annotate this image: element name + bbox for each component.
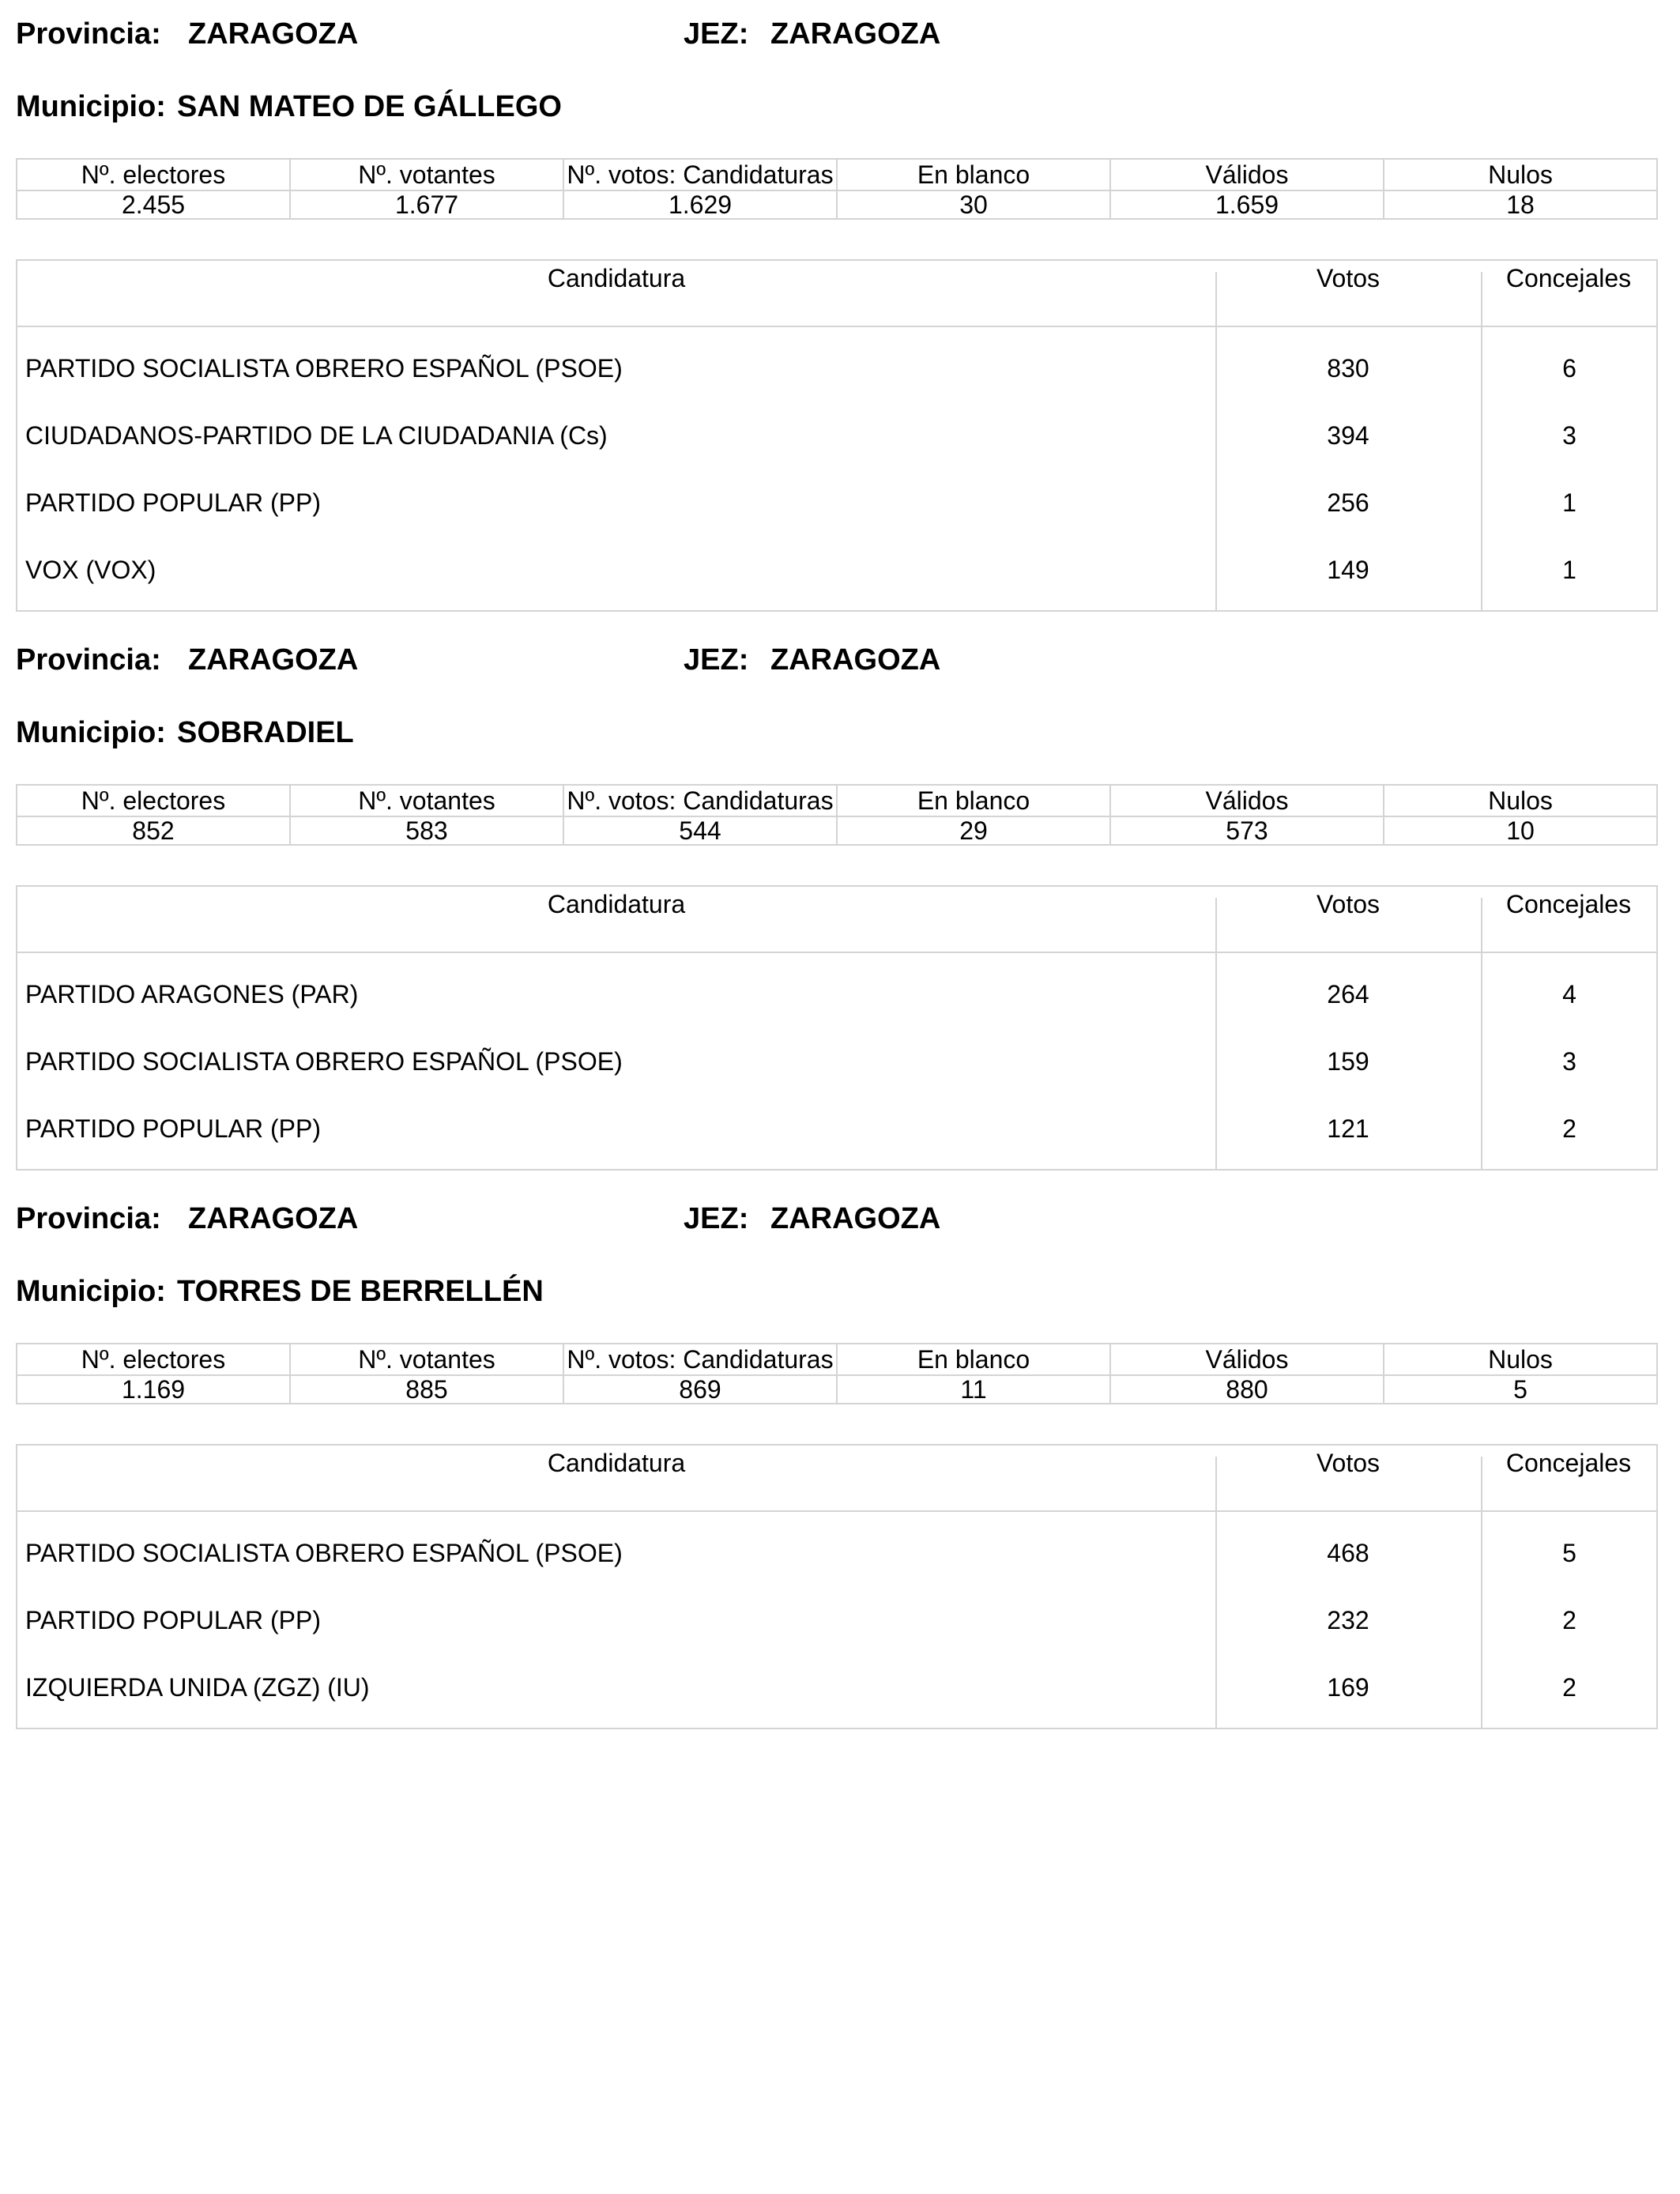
jez-value: ZARAGOZA [770,1202,941,1235]
votos-header: Votos [1316,1449,1381,1477]
candidatura-header: Candidatura [547,890,686,918]
table-row [17,402,1656,469]
candidatura-name: IZQUIERDA UNIDA (ZGZ) (IU) [25,1673,370,1702]
stats-table [16,158,1658,220]
stats-value: 1.659 [1110,190,1384,219]
concejales-value: 1 [1562,488,1576,517]
municipio-label: Municipio: [16,90,166,123]
votos-value: 394 [1327,421,1369,450]
results-header [17,887,1656,953]
table-row [17,1520,1656,1587]
concejales-value: 2 [1562,1114,1576,1143]
votos-value: 149 [1327,556,1369,584]
candidatura-name: CIUDADANOS-PARTIDO DE LA CIUDADANIA (Cs) [25,421,608,450]
table-row [17,1028,1656,1095]
stats-header: Válidos [1110,1344,1384,1375]
stats-header: Nº. electores [17,785,290,816]
stats-value: 885 [290,1375,563,1404]
candidatura-name: PARTIDO POPULAR (PP) [25,488,321,517]
stats-header: En blanco [837,785,1110,816]
candidatura-name: VOX (VOX) [25,556,156,584]
stats-header: Nulos [1384,1344,1657,1375]
results-table [16,885,1658,1171]
jez-value: ZARAGOZA [770,643,941,677]
concejales-header: Concejales [1505,264,1632,292]
results-header [17,1446,1656,1512]
candidatura-header: Candidatura [547,1449,686,1477]
stats-value: 869 [563,1375,837,1404]
provincia-value: ZARAGOZA [188,643,359,677]
stats-header: Nº. votantes [290,785,563,816]
municipio-label: Municipio: [16,716,166,749]
stats-header: Nº. votos: Candidaturas [563,1344,837,1375]
stats-header: Nº. votos: Candidaturas [563,785,837,816]
stats-value: 880 [1110,1375,1384,1404]
table-row [17,1654,1656,1721]
province-header [16,14,1658,54]
stats-table [16,784,1658,846]
candidatura-name: PARTIDO SOCIALISTA OBRERO ESPAÑOL (PSOE) [25,1047,623,1076]
stats-header: En blanco [837,159,1110,190]
stats-value: 29 [837,816,1110,845]
municipio-title [16,87,573,126]
provincia-label: Provincia: [16,643,161,677]
concejales-value: 2 [1562,1673,1576,1702]
jez-value: ZARAGOZA [770,17,941,51]
candidatura-name: PARTIDO POPULAR (PP) [25,1606,321,1634]
concejales-header: Concejales [1505,890,1632,918]
candidatura-name: PARTIDO POPULAR (PP) [25,1114,321,1143]
concejales-value: 1 [1562,556,1576,584]
stats-value: 852 [17,816,290,845]
votos-header: Votos [1316,264,1381,292]
stats-value: 18 [1384,190,1657,219]
votos-value: 256 [1327,488,1369,517]
table-row [17,961,1656,1028]
municipio-value: SAN MATEO DE GÁLLEGO [176,90,562,123]
provincia-value: ZARAGOZA [188,17,359,51]
votos-value: 468 [1327,1539,1369,1567]
municipio-title [16,713,365,752]
stats-header: En blanco [837,1344,1110,1375]
votos-value: 121 [1327,1114,1369,1143]
province-header [16,1199,1658,1238]
municipio-value: SOBRADIEL [176,716,354,749]
candidatura-name: PARTIDO SOCIALISTA OBRERO ESPAÑOL (PSOE) [25,1539,623,1567]
candidatura-header: Candidatura [547,264,686,292]
candidatura-name: PARTIDO ARAGONES (PAR) [25,980,359,1008]
stats-header: Válidos [1110,785,1384,816]
municipio-value: TORRES DE BERRELLÉN [176,1275,544,1308]
stats-value: 583 [290,816,563,845]
results-header [17,261,1656,327]
votos-value: 159 [1327,1047,1369,1076]
stats-header: Nº. votos: Candidaturas [563,159,837,190]
results-table [16,1444,1658,1729]
votos-value: 169 [1327,1673,1369,1702]
stats-header: Nulos [1384,785,1657,816]
municipio-label: Municipio: [16,1275,166,1308]
candidatura-name: PARTIDO SOCIALISTA OBRERO ESPAÑOL (PSOE) [25,354,623,383]
table-row [17,1587,1656,1654]
jez-label: JEZ: [684,17,749,51]
municipio-title [16,1272,555,1311]
votos-value: 830 [1327,354,1369,383]
provincia-value: ZARAGOZA [188,1202,359,1235]
stats-value: 1.169 [17,1375,290,1404]
stats-table [16,1343,1658,1404]
concejales-value: 3 [1562,421,1576,450]
stats-header: Válidos [1110,159,1384,190]
stats-header: Nº. electores [17,1344,290,1375]
concejales-value: 4 [1562,980,1576,1008]
stats-value: 1.629 [563,190,837,219]
table-row [17,1095,1656,1163]
stats-value: 11 [837,1375,1110,1404]
votos-value: 232 [1327,1606,1369,1634]
votos-header: Votos [1316,890,1381,918]
province-header [16,640,1658,680]
stats-header: Nº. votantes [290,159,563,190]
table-row [17,335,1656,402]
stats-value: 30 [837,190,1110,219]
table-row [17,537,1656,604]
concejales-value: 2 [1562,1606,1576,1634]
concejales-value: 5 [1562,1539,1576,1567]
concejales-header: Concejales [1505,1449,1632,1477]
stats-value: 10 [1384,816,1657,845]
stats-value: 544 [563,816,837,845]
votos-value: 264 [1327,980,1369,1008]
results-table [16,259,1658,612]
stats-value: 5 [1384,1375,1657,1404]
stats-value: 1.677 [290,190,563,219]
table-row [17,469,1656,537]
concejales-value: 6 [1562,354,1576,383]
stats-value: 573 [1110,816,1384,845]
provincia-label: Provincia: [16,1202,161,1235]
concejales-value: 3 [1562,1047,1576,1076]
provincia-label: Provincia: [16,17,161,51]
stats-header: Nulos [1384,159,1657,190]
jez-label: JEZ: [684,643,749,677]
stats-header: Nº. votantes [290,1344,563,1375]
jez-label: JEZ: [684,1202,749,1235]
stats-value: 2.455 [17,190,290,219]
stats-header: Nº. electores [17,159,290,190]
